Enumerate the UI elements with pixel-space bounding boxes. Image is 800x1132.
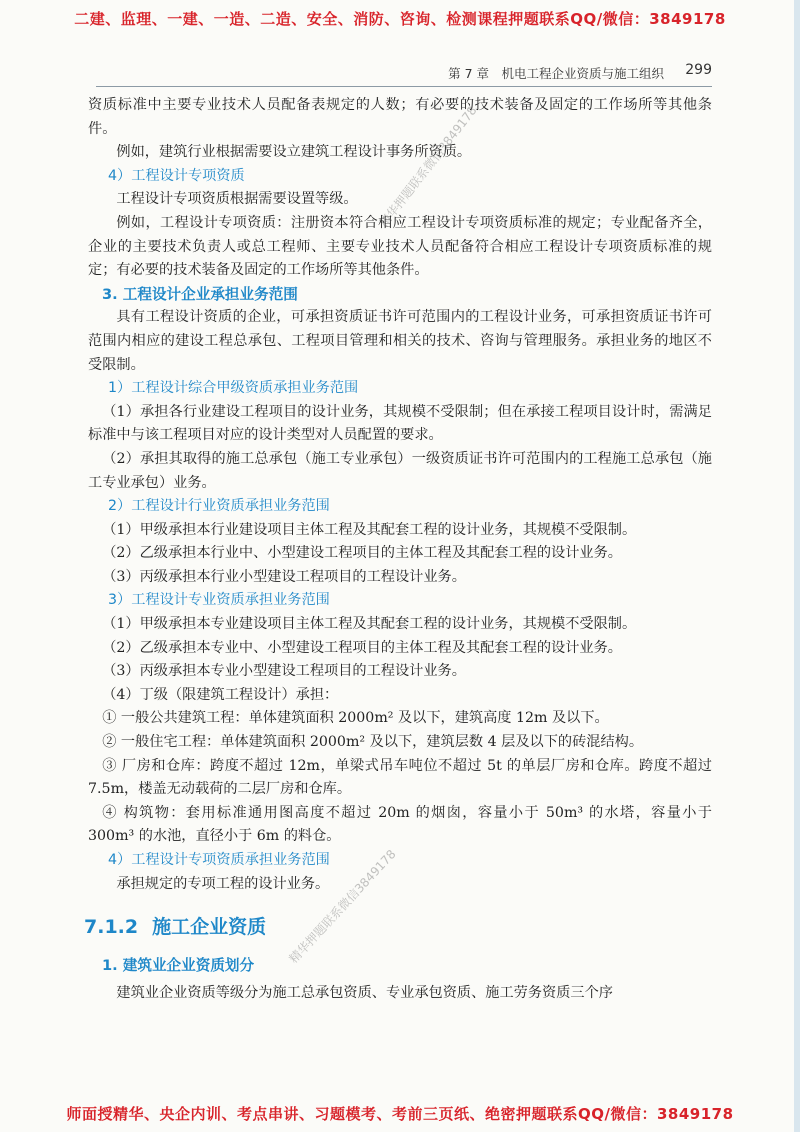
paragraph: 例如，建筑行业根据需要设立建筑工程设计事务所资质。	[116, 144, 472, 161]
running-header	[96, 60, 712, 87]
watermark: 精华押题联系微信3849178	[286, 847, 399, 966]
subsection-heading: 4）工程设计专项资质承担业务范围	[108, 852, 330, 868]
paragraph: 例如，工程设计专项资质：注册资本符合相应工程设计专项资质标准的规定；专业配备齐全，企业的主要技术负责人或总工程师、主要专业技术人员配备符合相应工程设计专项资质标准的规定；有必要的技术装备及固定的工作场所等其他条件。	[88, 214, 712, 279]
paragraph: 工程设计专项资质根据需要设置等级。	[116, 191, 358, 208]
list-item: （4）丁级（限建筑工程设计）承担：	[102, 686, 339, 703]
paragraph: 承担规定的专项工程的设计业务。	[116, 875, 330, 892]
watermark: 精华押题联系微信3849178	[376, 103, 480, 230]
list-item: （3）丙级承担本专业小型建设工程项目的工程设计业务。	[102, 663, 466, 680]
list-item: （1）甲级承担本行业建设项目主体工程及其配套工程的设计业务，其规模不受限制。	[102, 521, 637, 538]
subsection-heading: 4）工程设计专项资质	[108, 167, 245, 184]
paragraph: 建筑业企业资质等级分为施工总承包资质、专业承包资质、施工劳务资质三个序	[116, 984, 613, 1001]
section-number: 7.1.2	[84, 916, 139, 939]
list-item: （3）丙级承担本行业小型建设工程项目的工程设计业务。	[102, 568, 466, 585]
list-item: （2）承担其取得的施工总承包（施工专业承包）一级资质证书许可范围内的工程施工总承包（施工专业承包）业务。	[88, 450, 712, 491]
subsection-heading: 2）工程设计行业资质承担业务范围	[108, 498, 330, 515]
bottom-banner: 师面授精华、央企内训、考点串讲、习题模考、考前三页纸、绝密押题联系QQ/微信：3849178	[66, 1105, 734, 1123]
page-edge-strip	[794, 0, 800, 1132]
paragraph: 具有工程设计资质的企业，可承担资质证书许可范围内的工程设计业务，可承担资质证书许可范围内相应的建设工程总承包、工程项目管理和相关的技术、咨询与管理服务。承担业务的地区不受限制。	[88, 309, 712, 373]
subsection-heading: 3）工程设计专业资质承担业务范围	[108, 592, 330, 609]
chapter-title: 第 7 章 机电工程企业资质与施工组织	[448, 66, 664, 81]
list-item: （1）承担各行业建设工程项目的设计业务，其规模不受限制；但在承接工程项目设计时，需满足标准中与该工程项目对应的设计类型对人员配置的要求。	[88, 403, 712, 444]
subsection-heading: 1）工程设计综合甲级资质承担业务范围	[108, 380, 359, 397]
paragraph: 资质标准中主要专业技术人员配备表规定的人数；有必要的技术装备及固定的工作场所等其他条件。	[88, 97, 712, 137]
chapter-section-heading	[84, 914, 712, 940]
section-title: 施工企业资质	[152, 916, 267, 939]
list-item: ④ 构筑物：套用标准通用图高度不超过 20m 的烟囱，容量小于 50m³ 的水塔，容量小于 300m³ 的水池，直径小于 6m 的料仓。	[88, 804, 712, 845]
page-body	[84, 94, 712, 1005]
list-item: （2）乙级承担本行业中、小型建设工程项目的主体工程及其配套工程的设计业务。	[102, 545, 622, 562]
list-item: ③ 厂房和仓库：跨度不超过 12m，单梁式吊车吨位不超过 5t 的单层厂房和仓库。跨度不超过 7.5m，楼盖无动载荷的二层厂房和仓库。	[88, 757, 712, 798]
top-banner: 二建、监理、一建、一造、二造、安全、消防、咨询、检测课程押题联系QQ/微信：3849178	[74, 10, 726, 28]
list-item: ② 一般住宅工程：单体建筑面积 2000m² 及以下，建筑层数 4 层及以下的砖混结构。	[102, 734, 644, 751]
section-heading: 3. 工程设计企业承担业务范围	[102, 285, 298, 303]
section-heading: 1. 建筑业企业资质划分	[102, 957, 255, 975]
list-item: ① 一般公共建筑工程：单体建筑面积 2000m² 及以下，建筑高度 12m 及以下。	[102, 710, 609, 727]
page-number: 299	[685, 62, 712, 78]
list-item: （1）甲级承担本专业建设项目主体工程及其配套工程的设计业务，其规模不受限制。	[102, 616, 637, 633]
list-item: （2）乙级承担本专业中、小型建设工程项目的主体工程及其配套工程的设计业务。	[102, 639, 622, 656]
